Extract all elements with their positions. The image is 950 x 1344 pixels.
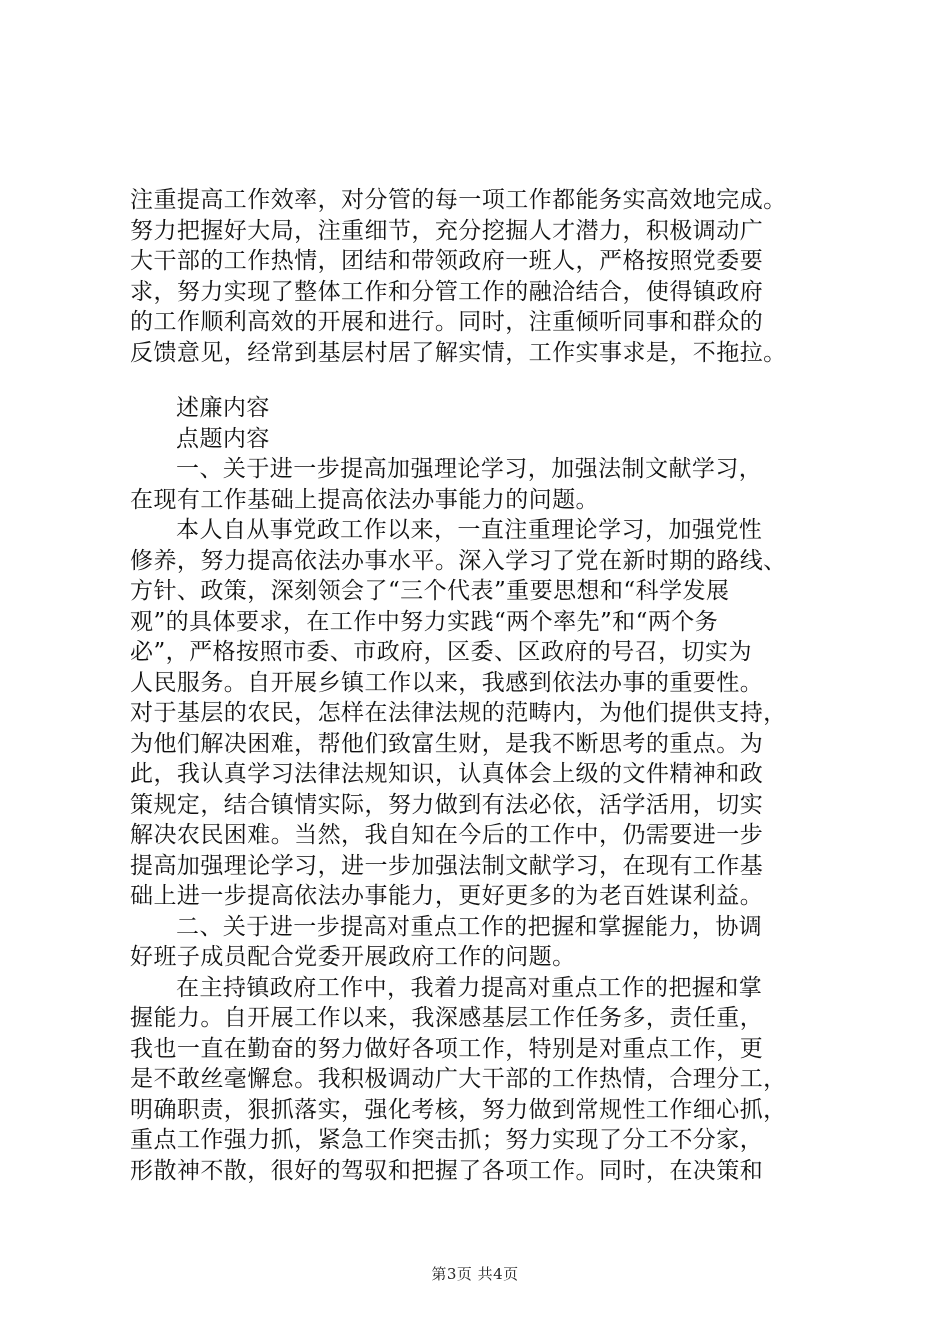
text-line: 为他们解决困难，帮他们致富生财，是我不断思考的重点。为 [130, 730, 764, 757]
text-line: 此，我认真学习法律法规知识，认真体会上级的文件精神和政 [130, 761, 764, 787]
text-line: 握能力。自开展工作以来，我深感基层工作任务多，责任重， [130, 1005, 764, 1031]
text-line: 反馈意见，经常到基层村居了解实情，工作实事求是，不拖拉。 [130, 339, 787, 366]
text-line: 在主持镇政府工作中，我着力提高对重点工作的把握和掌 [176, 974, 763, 1001]
text-line: 形散神不散，很好的驾驭和把握了各项工作。同时，在决策和 [130, 1157, 764, 1184]
body-text-continued [130, 185, 830, 368]
text-line: 观”的具体要求，在工作中努力实践“两个率先”和“两个务 [130, 608, 719, 635]
section-heading: 述廉内容 [176, 395, 270, 421]
text-line: 重点工作强力抓，紧急工作突击抓；努力实现了分工不分家， [130, 1127, 764, 1153]
topic-heading-cont: 在现有工作基础上提高依法办事能力的问题。 [130, 486, 599, 513]
text-line: 本人自从事党政工作以来，一直注重理论学习，加强党性 [176, 517, 763, 543]
text-line: 必”，严格按照市委、市政府，区委、区政府的号召，切实为 [130, 639, 752, 665]
text-line: 人民服务。自开展乡镇工作以来，我感到依法办事的重要性。 [130, 669, 764, 696]
topic-heading: 一、关于进一步提高加强理论学习，加强法制文献学习， [176, 456, 763, 482]
text-line: 策规定，结合镇情实际，努力做到有法必依，活学活用，切实 [130, 791, 764, 818]
section-subheading: 点题内容 [176, 425, 270, 452]
page-footer: 第3页 共4页 [431, 1265, 519, 1283]
text-line: 修养，努力提高依法办事水平。深入学习了党在新时期的路线、 [130, 547, 787, 574]
text-line: 础上进一步提高依法办事能力，更好更多的为老百姓谋利益。 [130, 883, 764, 909]
text-line: 努力把握好大局，注重细节，充分挖掘人才潜力，积极调动广 [130, 217, 764, 244]
topic-heading-cont: 好班子成员配合党委开展政府工作的问题。 [130, 944, 576, 970]
text-line: 解决农民困难。当然，我自知在今后的工作中，仍需要进一步 [130, 822, 764, 848]
text-line: 对于基层的农民，怎样在法律法规的范畴内，为他们提供支持， [130, 700, 787, 726]
text-line: 是不敢丝毫懈怠。我积极调动广大干部的工作热情，合理分工， [130, 1066, 787, 1092]
text-line: 方针、政策，深刻领会了“三个代表”重要思想和“科学发展 [130, 578, 730, 604]
text-line: 求，努力实现了整体工作和分管工作的融洽结合，使得镇政府 [130, 278, 764, 305]
body-text-main [130, 393, 830, 1186]
text-line: 提高加强理论学习，进一步加强法制文献学习，在现有工作基 [130, 852, 764, 879]
text-line: 大干部的工作热情，团结和带领政府一班人，严格按照党委要 [130, 248, 764, 274]
topic-heading: 二、关于进一步提高对重点工作的把握和掌握能力，协调 [176, 913, 763, 940]
text-line: 的工作顺利高效的开展和进行。同时，注重倾听同事和群众的 [130, 309, 764, 335]
text-line: 注重提高工作效率，对分管的每一项工作都能务实高效地完成。 [130, 187, 787, 213]
text-line: 我也一直在勤奋的努力做好各项工作，特别是对重点工作，更 [130, 1035, 764, 1062]
text-line: 明确职责，狠抓落实，强化考核，努力做到常规性工作细心抓， [130, 1096, 787, 1123]
